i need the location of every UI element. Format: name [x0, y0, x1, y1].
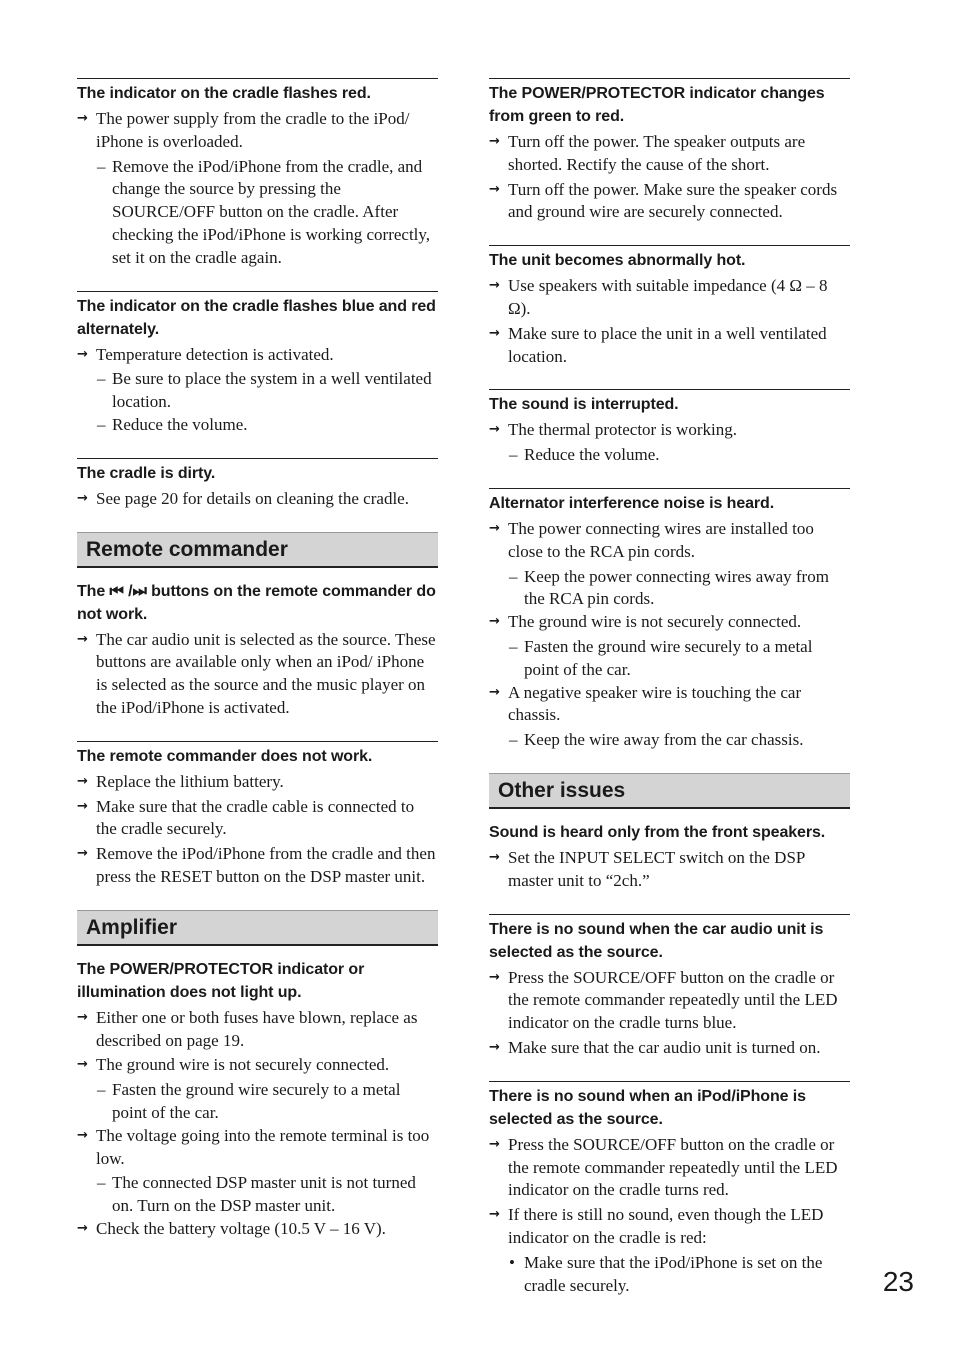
cause-item: → Use speakers with suitable impedance (4 Ω – 8 Ω). — [489, 275, 850, 321]
cause-item: → The ground wire is not securely connected. — [77, 1054, 438, 1077]
troubleshoot-block — [77, 78, 438, 270]
page-number: 23 — [882, 1266, 914, 1297]
cause-item: → Replace the lithium battery. — [77, 771, 438, 794]
remedy-item: – Be sure to place the system in a well ventilated location. — [77, 368, 438, 414]
remedy-bullet-item: • Make sure that the iPod/iPhone is set on the cradle securely. — [489, 1252, 850, 1298]
symptom-heading: There is no sound when the car audio unit is selected as the source. — [489, 920, 824, 961]
remedy-item: – Fasten the ground wire securely to a metal point of the car. — [489, 636, 850, 682]
cause-item: → Press the SOURCE/OFF button on the cradle or the remote commander repeatedly until the LED indicator on the cradle turns blue. — [489, 967, 850, 1035]
cause-item: → Make sure to place the unit in a well ventilated location. — [489, 323, 850, 369]
cause-item: → Set the INPUT SELECT switch on the DSP master unit to “2ch.” — [489, 847, 850, 893]
cause-item: → The power connecting wires are installed too close to the RCA pin cords. — [489, 518, 850, 564]
remedy-item: – The connected DSP master unit is not turned on. Turn on the DSP master unit. — [77, 1172, 438, 1218]
remedy-item: – Reduce the volume. — [77, 414, 438, 437]
cause-item: → Turn off the power. The speaker outputs are shorted. Rectify the cause of the short. — [489, 131, 850, 177]
cause-item: → The power supply from the cradle to the iPod/ iPhone is overloaded. — [77, 108, 438, 154]
symptom-heading: There is no sound when an iPod/iPhone is selected as the source. — [489, 1087, 806, 1128]
cause-item: → Either one or both fuses have blown, replace as described on page 19. — [77, 1007, 438, 1053]
troubleshoot-block — [489, 1081, 850, 1298]
cause-item: → Turn off the power. Make sure the speaker cords and ground wire are securely connected. — [489, 179, 850, 225]
troubleshoot-block — [489, 488, 850, 752]
symptom-heading: The POWER/PROTECTOR indicator changes from green to red. — [489, 85, 825, 125]
cause-item: → The thermal protector is working. — [489, 419, 850, 442]
section-title: Remote commander — [86, 537, 288, 561]
troubleshoot-block — [77, 741, 438, 889]
cause-item: → The voltage going into the remote terminal is too low. — [77, 1125, 438, 1171]
troubleshoot-block — [77, 458, 438, 511]
remedy-item: – Keep the wire away from the car chassis. — [489, 729, 850, 752]
section-title: Amplifier — [86, 915, 178, 939]
symptom-heading: The ⏮ /⏭ buttons on the remote commander do not work. — [77, 582, 436, 623]
cause-item: → See page 20 for details on cleaning the cradle. — [77, 488, 438, 511]
cause-item: → If there is still no sound, even though the LED indicator on the cradle is red: — [489, 1204, 850, 1250]
section-header-amplifier — [77, 910, 438, 946]
right-column — [489, 78, 850, 1318]
section-header-other — [489, 773, 850, 809]
troubleshoot-block — [489, 78, 850, 224]
troubleshoot-block — [489, 245, 850, 368]
symptom-heading: The remote commander does not work. — [77, 747, 373, 765]
cause-item: → Press the SOURCE/OFF button on the cradle or the remote commander repeatedly until the LED indicator on the cradle turns red. — [489, 1134, 850, 1202]
cause-item: → A negative speaker wire is touching the car chassis. — [489, 682, 850, 728]
left-column — [77, 78, 438, 1262]
section-title: Other issues — [498, 778, 626, 802]
troubleshoot-block — [77, 952, 438, 1241]
remedy-item: – Keep the power connecting wires away from the RCA pin cords. — [489, 566, 850, 612]
symptom-heading: The indicator on the cradle flashes blue and red alternately. — [77, 297, 436, 338]
remedy-item: – Reduce the volume. — [489, 444, 850, 467]
cause-item: → Make sure that the cradle cable is connected to the cradle securely. — [77, 796, 438, 842]
cause-item: → Make sure that the car audio unit is turned on. — [489, 1037, 850, 1060]
remedy-item: – Remove the iPod/iPhone from the cradle, and change the source by pressing the SOURCE/OFF button on the cradle. After checking the iPod/iPhone is working correctly, set it on the cradle again. — [77, 156, 438, 270]
symptom-heading: Sound is heard only from the front speakers. — [489, 823, 826, 841]
troubleshoot-block — [77, 574, 438, 720]
symptom-heading: The POWER/PROTECTOR indicator or illumination does not light up. — [77, 960, 365, 1001]
troubleshoot-block — [489, 389, 850, 467]
cause-item: → The car audio unit is selected as the source. These buttons are available only when an iPod/ iPhone is selected as the source and the music player on the iPod/iPhone is activated. — [77, 629, 438, 720]
cause-item: → The ground wire is not securely connected. — [489, 611, 850, 634]
symptom-heading: The sound is interrupted. — [489, 396, 679, 414]
troubleshoot-block — [489, 815, 850, 893]
cause-item: → Temperature detection is activated. — [77, 344, 438, 367]
cause-item: → Check the battery voltage (10.5 V – 16 V). — [77, 1218, 438, 1241]
troubleshoot-block — [489, 914, 850, 1060]
cause-item: → Remove the iPod/iPhone from the cradle and then press the RESET button on the DSP master unit. — [77, 843, 438, 889]
remedy-item: – Fasten the ground wire securely to a metal point of the car. — [77, 1079, 438, 1125]
section-header-remote — [77, 532, 438, 568]
symptom-heading: The indicator on the cradle flashes red. — [77, 85, 371, 102]
symptom-heading: The cradle is dirty. — [77, 464, 216, 482]
symptom-heading: The unit becomes abnormally hot. — [489, 252, 746, 270]
troubleshoot-block — [77, 291, 438, 437]
symptom-heading: Alternator interference noise is heard. — [489, 494, 775, 512]
